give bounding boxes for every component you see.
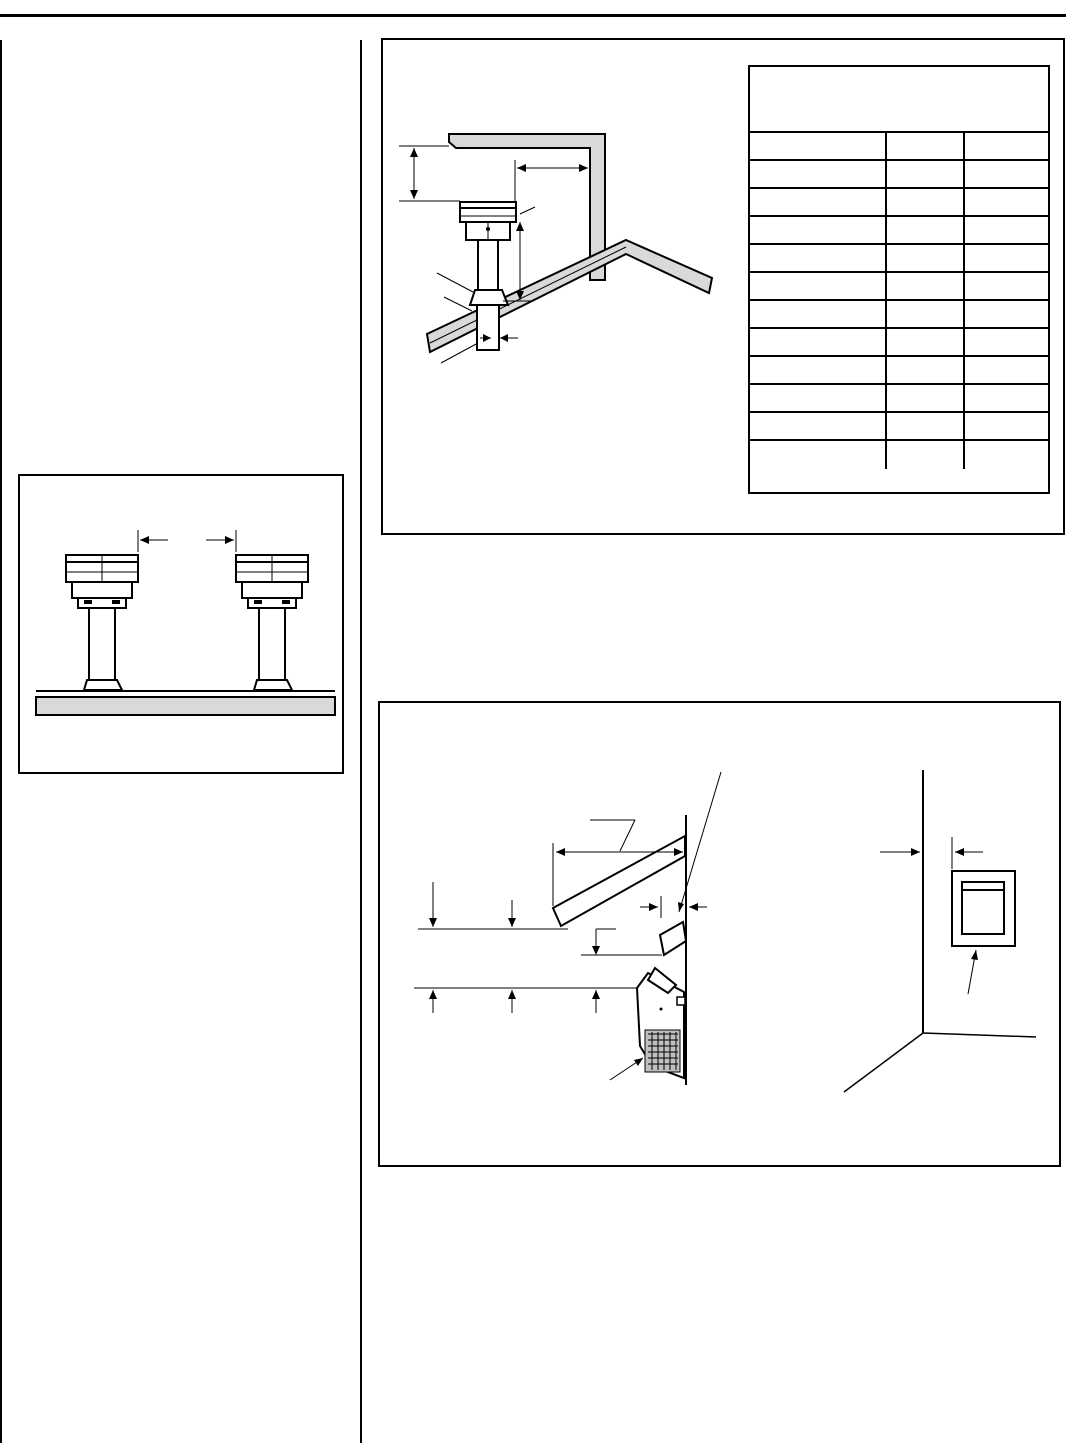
wall-termination xyxy=(637,968,685,1078)
corner-termination xyxy=(952,871,1015,946)
soffit xyxy=(553,836,685,926)
wall-projection xyxy=(660,922,686,955)
